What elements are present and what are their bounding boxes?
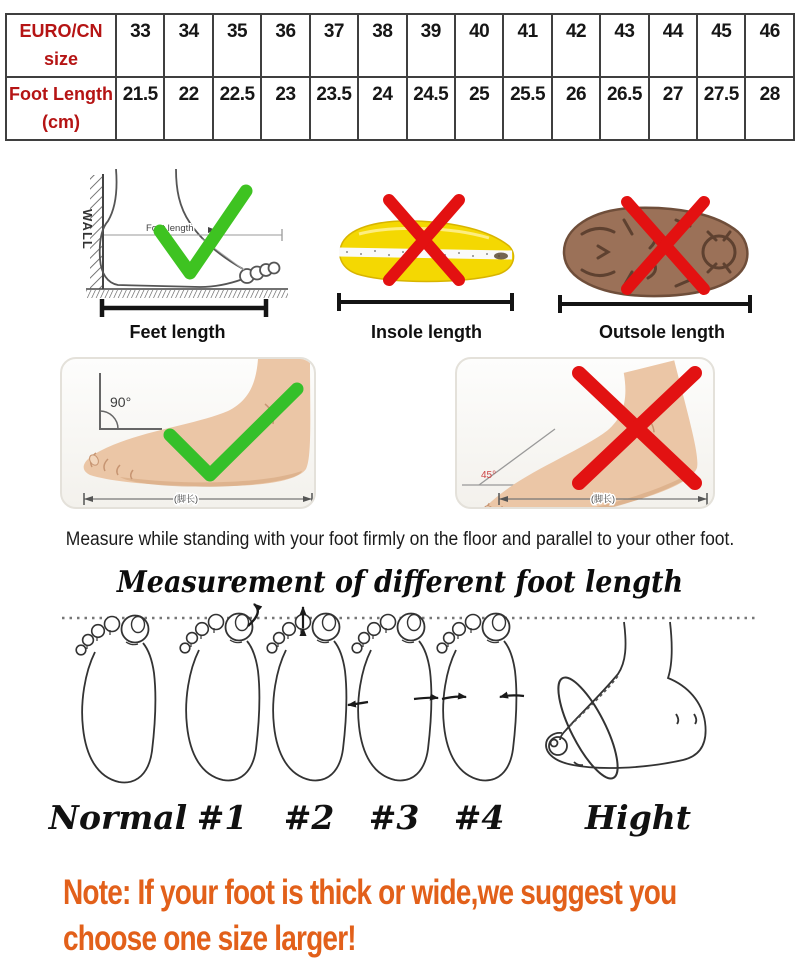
table-row xyxy=(6,77,794,140)
length-cell: 24 xyxy=(358,77,406,140)
note-line2: choose one size larger! xyxy=(63,918,356,958)
outsole-drawing xyxy=(552,194,772,319)
length-cell: 23 xyxy=(261,77,309,140)
right-angle-icon xyxy=(100,373,162,429)
length-cell: 26 xyxy=(552,77,600,140)
foot-type-label-4: #4 xyxy=(453,797,505,837)
dimension-bracket xyxy=(339,293,512,311)
foot-type-label-normal: Normal xyxy=(48,797,188,837)
section-heading: Measurement of different foot length xyxy=(116,564,684,600)
size-cell: 38 xyxy=(358,14,406,77)
wrong-posture-drawing xyxy=(457,359,713,507)
size-row-header-line1: EURO/CN xyxy=(19,21,103,41)
dimension-line xyxy=(84,493,312,505)
dimension-bracket xyxy=(102,299,266,317)
size-cell: 37 xyxy=(310,14,358,77)
note-line1: Note: If your foot is thick or wide,we suggest you xyxy=(63,872,677,912)
size-cell: 44 xyxy=(649,14,697,77)
size-cell: 36 xyxy=(261,14,309,77)
foot-type-label-hight: Hight xyxy=(584,797,692,837)
size-cell: 46 xyxy=(745,14,794,77)
size-cell: 40 xyxy=(455,14,503,77)
length-cell: 22.5 xyxy=(213,77,261,140)
length-cell: 27.5 xyxy=(697,77,745,140)
angle-90-label: 90° xyxy=(110,393,132,410)
foot-outline-3 xyxy=(352,613,431,780)
width-arrow-right-icon xyxy=(414,697,438,698)
size-cell: 34 xyxy=(164,14,212,77)
length-cell: 24.5 xyxy=(407,77,455,140)
size-cell: 41 xyxy=(503,14,551,77)
size-cell: 39 xyxy=(407,14,455,77)
note-text xyxy=(63,870,800,962)
posture-photos-row xyxy=(60,357,800,509)
foot-outline-1 xyxy=(180,613,259,780)
wall-label: WALL xyxy=(80,208,95,250)
foot-length-dim-label: (脚长) xyxy=(174,493,198,504)
size-cell: 45 xyxy=(697,14,745,77)
foot-outline-2 xyxy=(267,613,346,780)
foot-outline-normal xyxy=(76,615,155,782)
foot-type-label-3: #3 xyxy=(368,797,420,837)
outsole-length-diagram xyxy=(552,194,772,343)
correct-posture-photo xyxy=(60,357,316,509)
foot-length-dim-label: (脚长) xyxy=(591,493,615,504)
length-cell: 23.5 xyxy=(310,77,358,140)
length-row-header-line1: Foot Length xyxy=(9,83,113,104)
dimension-bracket xyxy=(560,295,750,313)
foot-type-label-2: #2 xyxy=(283,797,335,837)
feet-length-diagram xyxy=(50,169,305,343)
size-row-header-line2: size xyxy=(43,48,79,69)
length-cell: 22 xyxy=(164,77,212,140)
length-cell: 26.5 xyxy=(600,77,648,140)
feet-length-drawing xyxy=(50,169,305,319)
size-cell: 33 xyxy=(116,14,164,77)
length-cell: 27 xyxy=(649,77,697,140)
length-cell: 25 xyxy=(455,77,503,140)
insole-length-diagram xyxy=(329,194,524,343)
inline-foot-length-label: Foot length xyxy=(146,222,194,234)
feet-length-caption: Feet length xyxy=(129,321,226,342)
insole-length-caption: Insole length xyxy=(370,321,482,342)
correct-posture-drawing xyxy=(62,359,314,507)
size-row-header xyxy=(6,14,116,77)
wrong-posture-photo xyxy=(455,357,715,509)
length-cell: 28 xyxy=(745,77,794,140)
length-cell: 21.5 xyxy=(116,77,164,140)
ground-line xyxy=(86,289,288,298)
instruction-text: Measure while standing with your foot firmly on the floor and parallel to your other foot. xyxy=(65,528,735,550)
size-cell: 43 xyxy=(600,14,648,77)
length-cell: 25.5 xyxy=(503,77,551,140)
length-row-header-line2: (cm) xyxy=(41,111,80,132)
foot-type-labels-row xyxy=(0,798,800,846)
size-chart-table xyxy=(5,13,795,141)
length-row-header xyxy=(6,77,116,140)
angle-45-label: 45° xyxy=(481,469,497,481)
size-cell: 42 xyxy=(552,14,600,77)
foot-outlines-drawing xyxy=(0,602,800,798)
table-row xyxy=(6,14,794,77)
measuring-diagrams-row xyxy=(50,169,800,343)
foot-side-girth-drawing xyxy=(546,622,706,786)
size-cell: 35 xyxy=(213,14,261,77)
wall-icon xyxy=(80,174,103,289)
insole-drawing xyxy=(329,194,524,319)
foot-type-label-1: #1 xyxy=(196,797,248,837)
outsole-length-caption: Outsole length xyxy=(599,321,725,342)
